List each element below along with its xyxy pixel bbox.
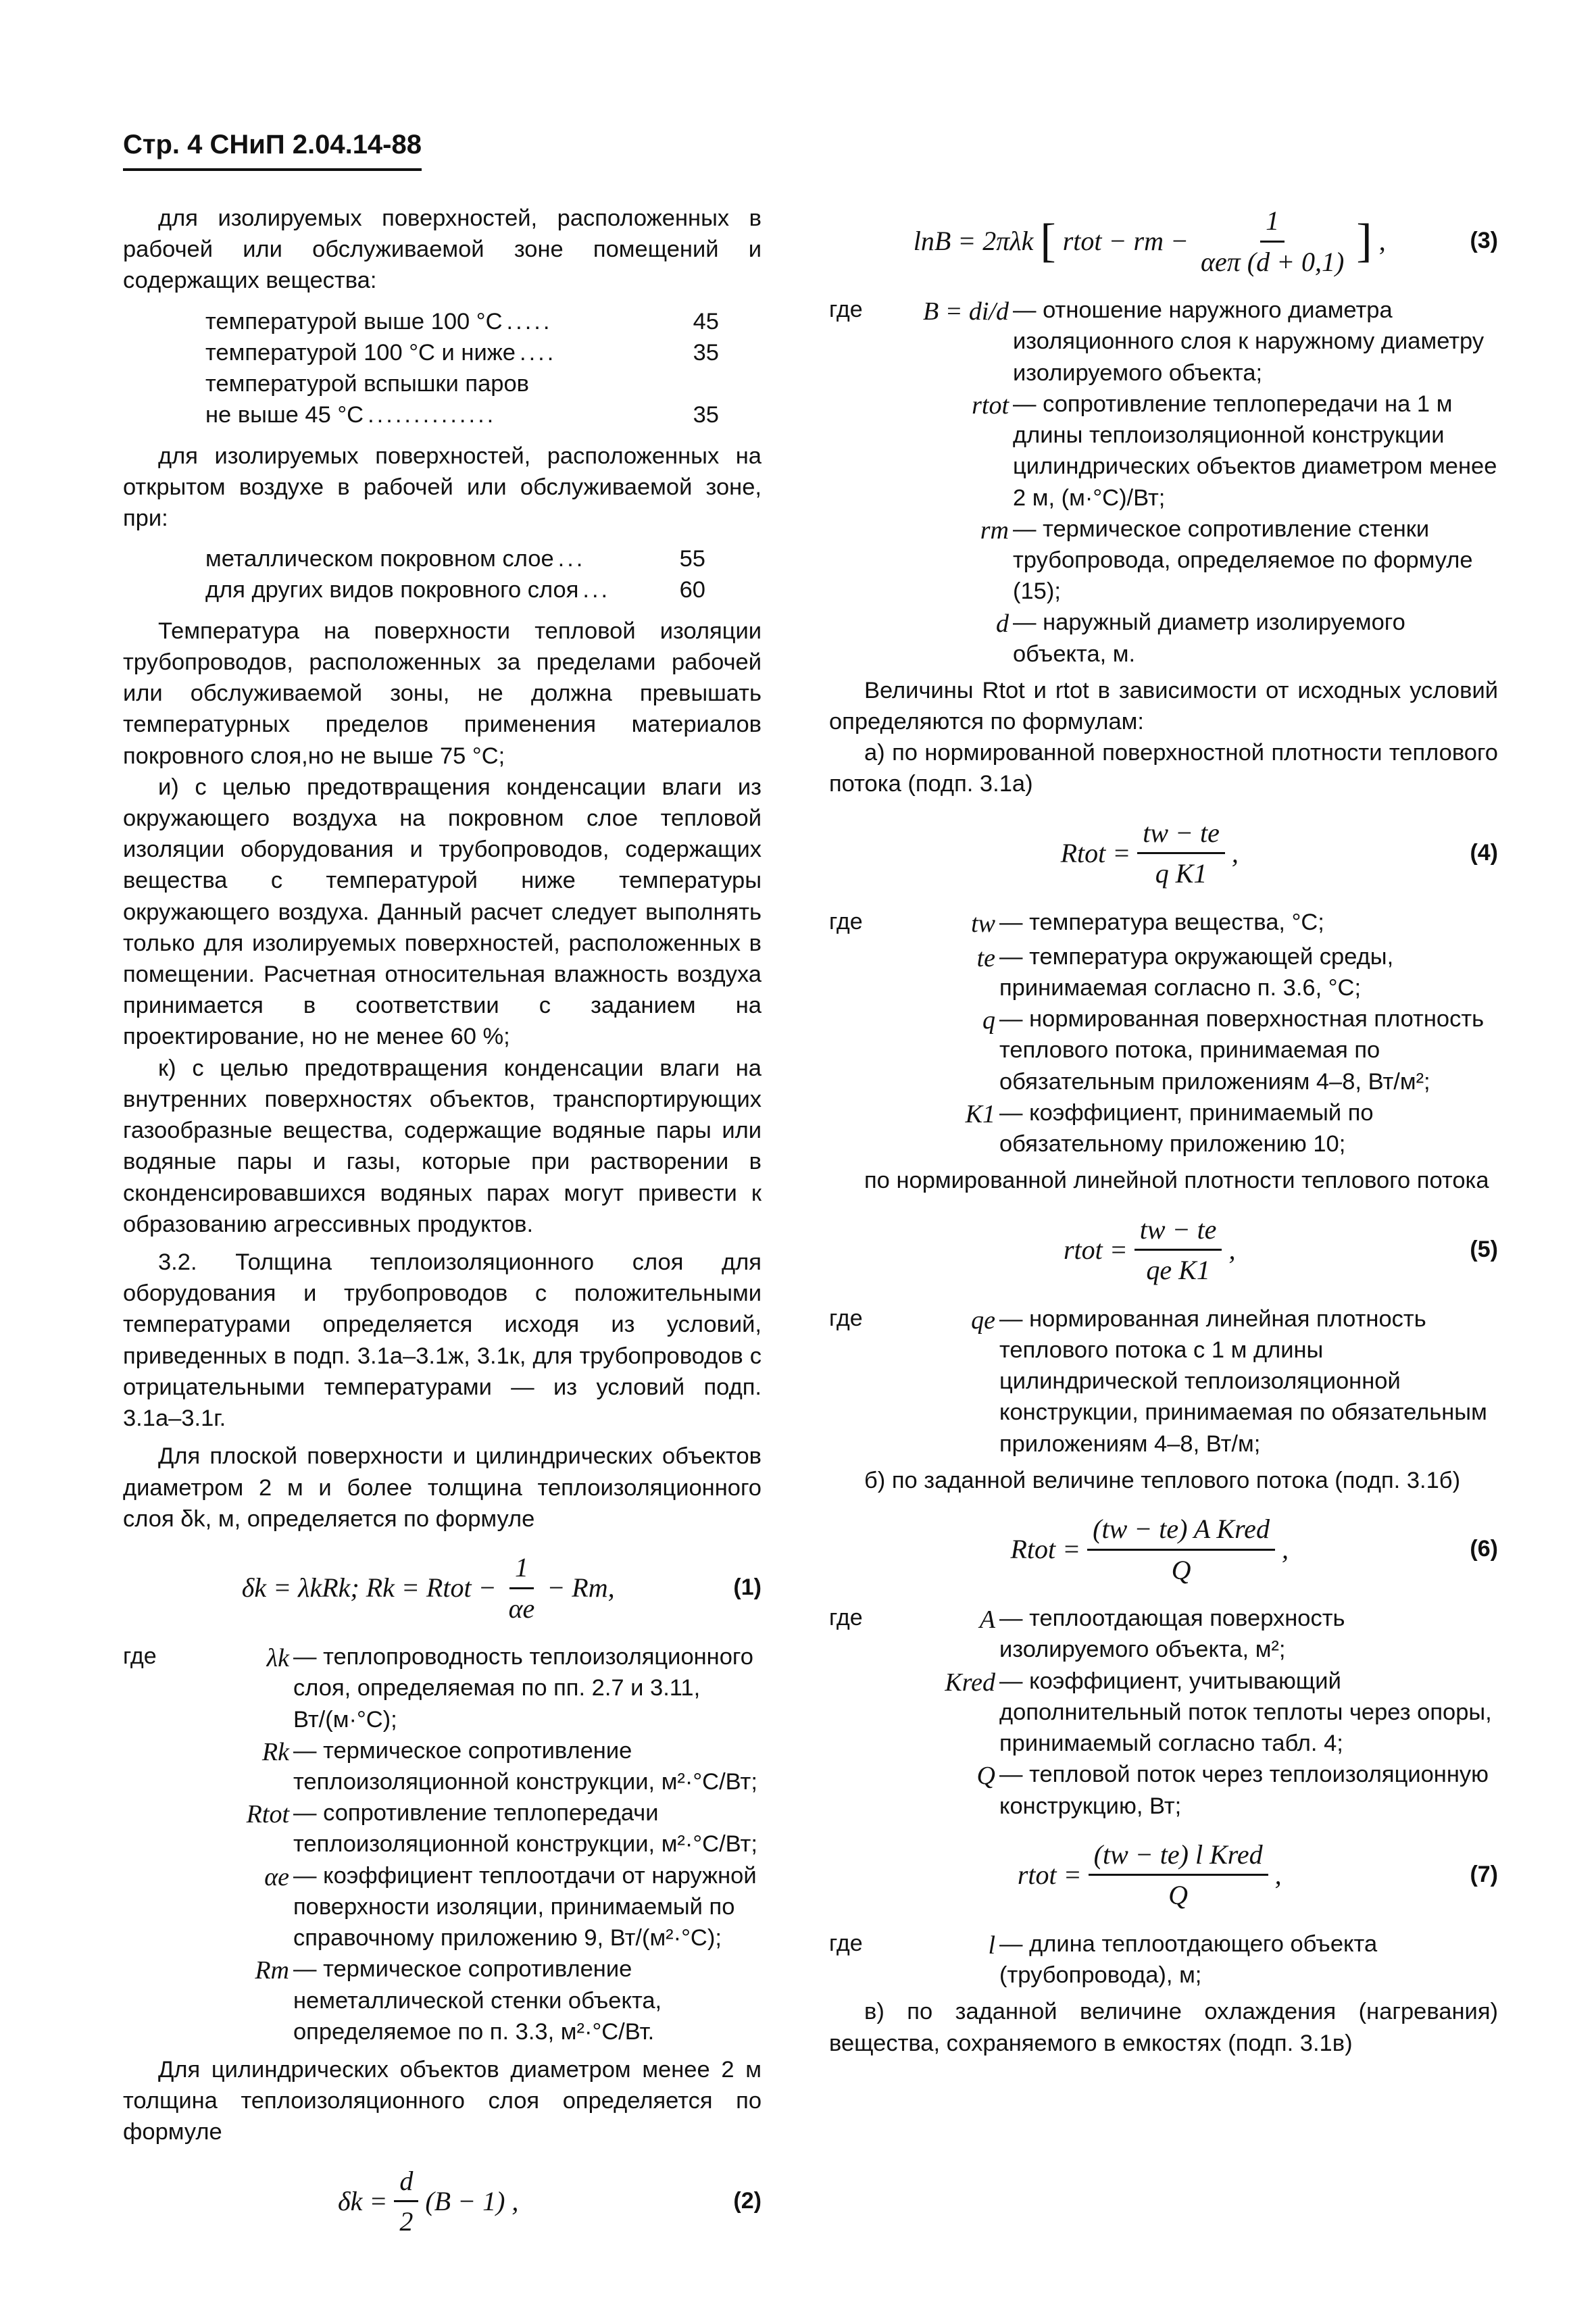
paragraph: а) по нормированной поверхностной плотности теплового потока (подп. 3.1а) [829,740,1498,797]
temperature-list [205,306,719,431]
left-column [123,203,762,2255]
definitions-3: где B = di/d — отношение наружного диаметра изоляционного слоя к наружному диаметру изолируемого объекта; rtot — сопротивление теплопередачи на 1 м длины теплоизоляционной конструкции цилиндрических объектов диаметром менее 2 м, (м·°С)/Вт; rm — термическое сопротивление стенки трубопровода, определяемое по формуле (15); d — наружный диаметр изолируемого объекта, м. [829,297,1497,667]
paragraph: по нормированной линейной плотности теплового потока [864,1168,1489,1194]
formula-number: (7) [1470,1862,1498,1888]
list-item: не выше 45 °С .............. 35 [205,402,719,428]
formula-7: rtot = $\frac{\text{(tw − te) l Kred}}{Q}$ , (7) [829,1837,1498,1914]
list-item: металлическом покровном слое ... 55 [205,546,705,572]
formula-2: δk = $\frac{d}{2}$ (B − 1) , (2) [123,2163,762,2240]
definitions-7: где l — длина теплоотдающего объекта (трубопровода), м; [829,1930,1378,1989]
formula-5: rtot = $\frac{tw - te}{\text{qe K1}}$ , (5) [829,1212,1498,1289]
formula-6: Rtot = $\frac{\text{(tw − te) A Kred}}{Q}$ , (6) [829,1511,1498,1588]
definitions-4: где tw — температура вещества, °С; te — температура окружающей среды, принимаемая согласно п. 3.6, °С; q — нормированная поверхностная плотность теплового потока, принимаемая по обязательным приложениям 4–8, Вт/м²; K1 — коэффициент, принимаемый по обязательному приложению 10; [829,908,1485,1158]
list-item: для других видов покровного слоя ... 60 [205,577,705,603]
cover-list [205,543,705,605]
paragraph: в) по заданной величине охлаждения (нагревания) вещества, сохраняемого в емкостях (подп. 3.1в) [829,1999,1498,2056]
paragraph: Температура на поверхности тепловой изоляции трубопроводов, расположенных за пределами рабочей или обслуживаемой зоны, не должна превышать температурных пределов применения материалов покровного слоя,но не выше 75 °С; [123,618,762,769]
formula-number: (3) [1470,228,1498,254]
formula-4: Rtot = $\frac{tw - te}{\text{q K1}}$ , (4) [829,815,1498,892]
formula-number: (4) [1470,840,1498,866]
definitions-5: где qe — нормированная линейная плотность теплового потока с 1 м длины цилиндрической теплоизоляционной конструкции, принимаемая по обязательным приложениям 4–8, Вт/м; [829,1305,1487,1457]
list-item: температурой вспышки паров [205,371,529,397]
list-item: температурой 100 °С и ниже .... 35 [205,339,719,366]
formula-number: (2) [733,2187,762,2214]
formula-3: lnB = 2πλk [ rtot − rm − $\frac{1}{\text{αeπ (d + 0,1)}}$ ] , (3) [829,203,1498,280]
formula-1: δk = λkRk; Rk = Rtot − $\frac{1}{\alpha e}$ − Rm, (1) [123,1549,762,1626]
paragraph: для изолируемых поверхностей, расположенных на открытом воздухе в рабочей или обслуживаемой зоне, при: [123,443,762,531]
paragraph: 3.2. Толщина теплоизоляционного слоя для оборудования и трубопроводов с положительными температурами определяется исходя из условий, приведенных в подп. 3.1а–3.1ж, 3.1к, для трубопроводов с отрицательными температурами — из условий подп. 3.1а–3.1г. [123,1249,762,1432]
paragraph: к) с целью предотвращения конденсации влаги на внутренних поверхностях объектов, транспортирующих газообразные вещества, содержащие водяные пары или водяные пары и газы, которые при растворении в сконденсировавшихся водяных парах могут привести к образованию агрессивных продуктов. [123,1055,762,1237]
definitions-1: где λk — теплопроводность теплоизоляционного слоя, определяемая по пп. 2.7 и 3.11, Вт/(м·°С); Rk — термическое сопротивление теплоизоляционной конструкции, м²·°С/Вт; Rtot — сопротивление теплопередачи теплоизоляционной конструкции, м²·°С/Вт; αe — коэффициент теплоотдачи от наружной поверхности изоляции, принимаемый по справочному приложению 9, Вт/(м²·°С); Rm — термическое сопротивление неметаллической стенки объекта, определяемое по п. 3.3, м²·°С/Вт. [123,1643,757,2045]
page-header: Стр. 4 СНиП 2.04.14-88 [123,130,422,171]
formula-number: (6) [1470,1536,1498,1562]
paragraph: Величины Rtot и rtot в зависимости от исходных условий определяются по формулам: [829,677,1498,735]
paragraph: и) с целью предотвращения конденсации влаги из окружающего воздуха на покровном слое тепловой изоляции оборудования и трубопроводов, содержащих вещества с температурой ниже температуры окружающего воздуха. Данный расчет следует выполнять только для изолируемых поверхностей, расположенных в помещении. Расчетная относительная влажность воздуха принимается в соответствии с заданием на проектирование, но не менее 60 %; [123,774,762,1050]
paragraph: Для плоской поверхности и цилиндрических объектов диаметром 2 м и более толщина теплоизоляционного слоя δk, м, определяется по формуле [123,1443,762,1532]
paragraph: Для цилиндрических объектов диаметром менее 2 м толщина теплоизоляционного слоя определяется по формуле [123,2057,762,2145]
definitions-6: где A — теплоотдающая поверхность изолируемого объекта, м²; Kred — коэффициент, учитывающий дополнительный поток теплоты через опоры, принимаемый согласно табл. 4; Q — тепловой поток через теплоизоляционную конструкцию, Вт; [829,1605,1492,1819]
right-column [829,203,1498,2059]
paragraph: для изолируемых поверхностей, расположенных в рабочей или обслуживаемой зоне помещений и содержащих вещества: [123,205,762,294]
list-item: температурой выше 100 °С ..... 45 [205,308,719,334]
paragraph: б) по заданной величине теплового потока (подп. 3.1б) [864,1467,1461,1493]
formula-number: (5) [1470,1236,1498,1262]
formula-number: (1) [733,1574,762,1601]
